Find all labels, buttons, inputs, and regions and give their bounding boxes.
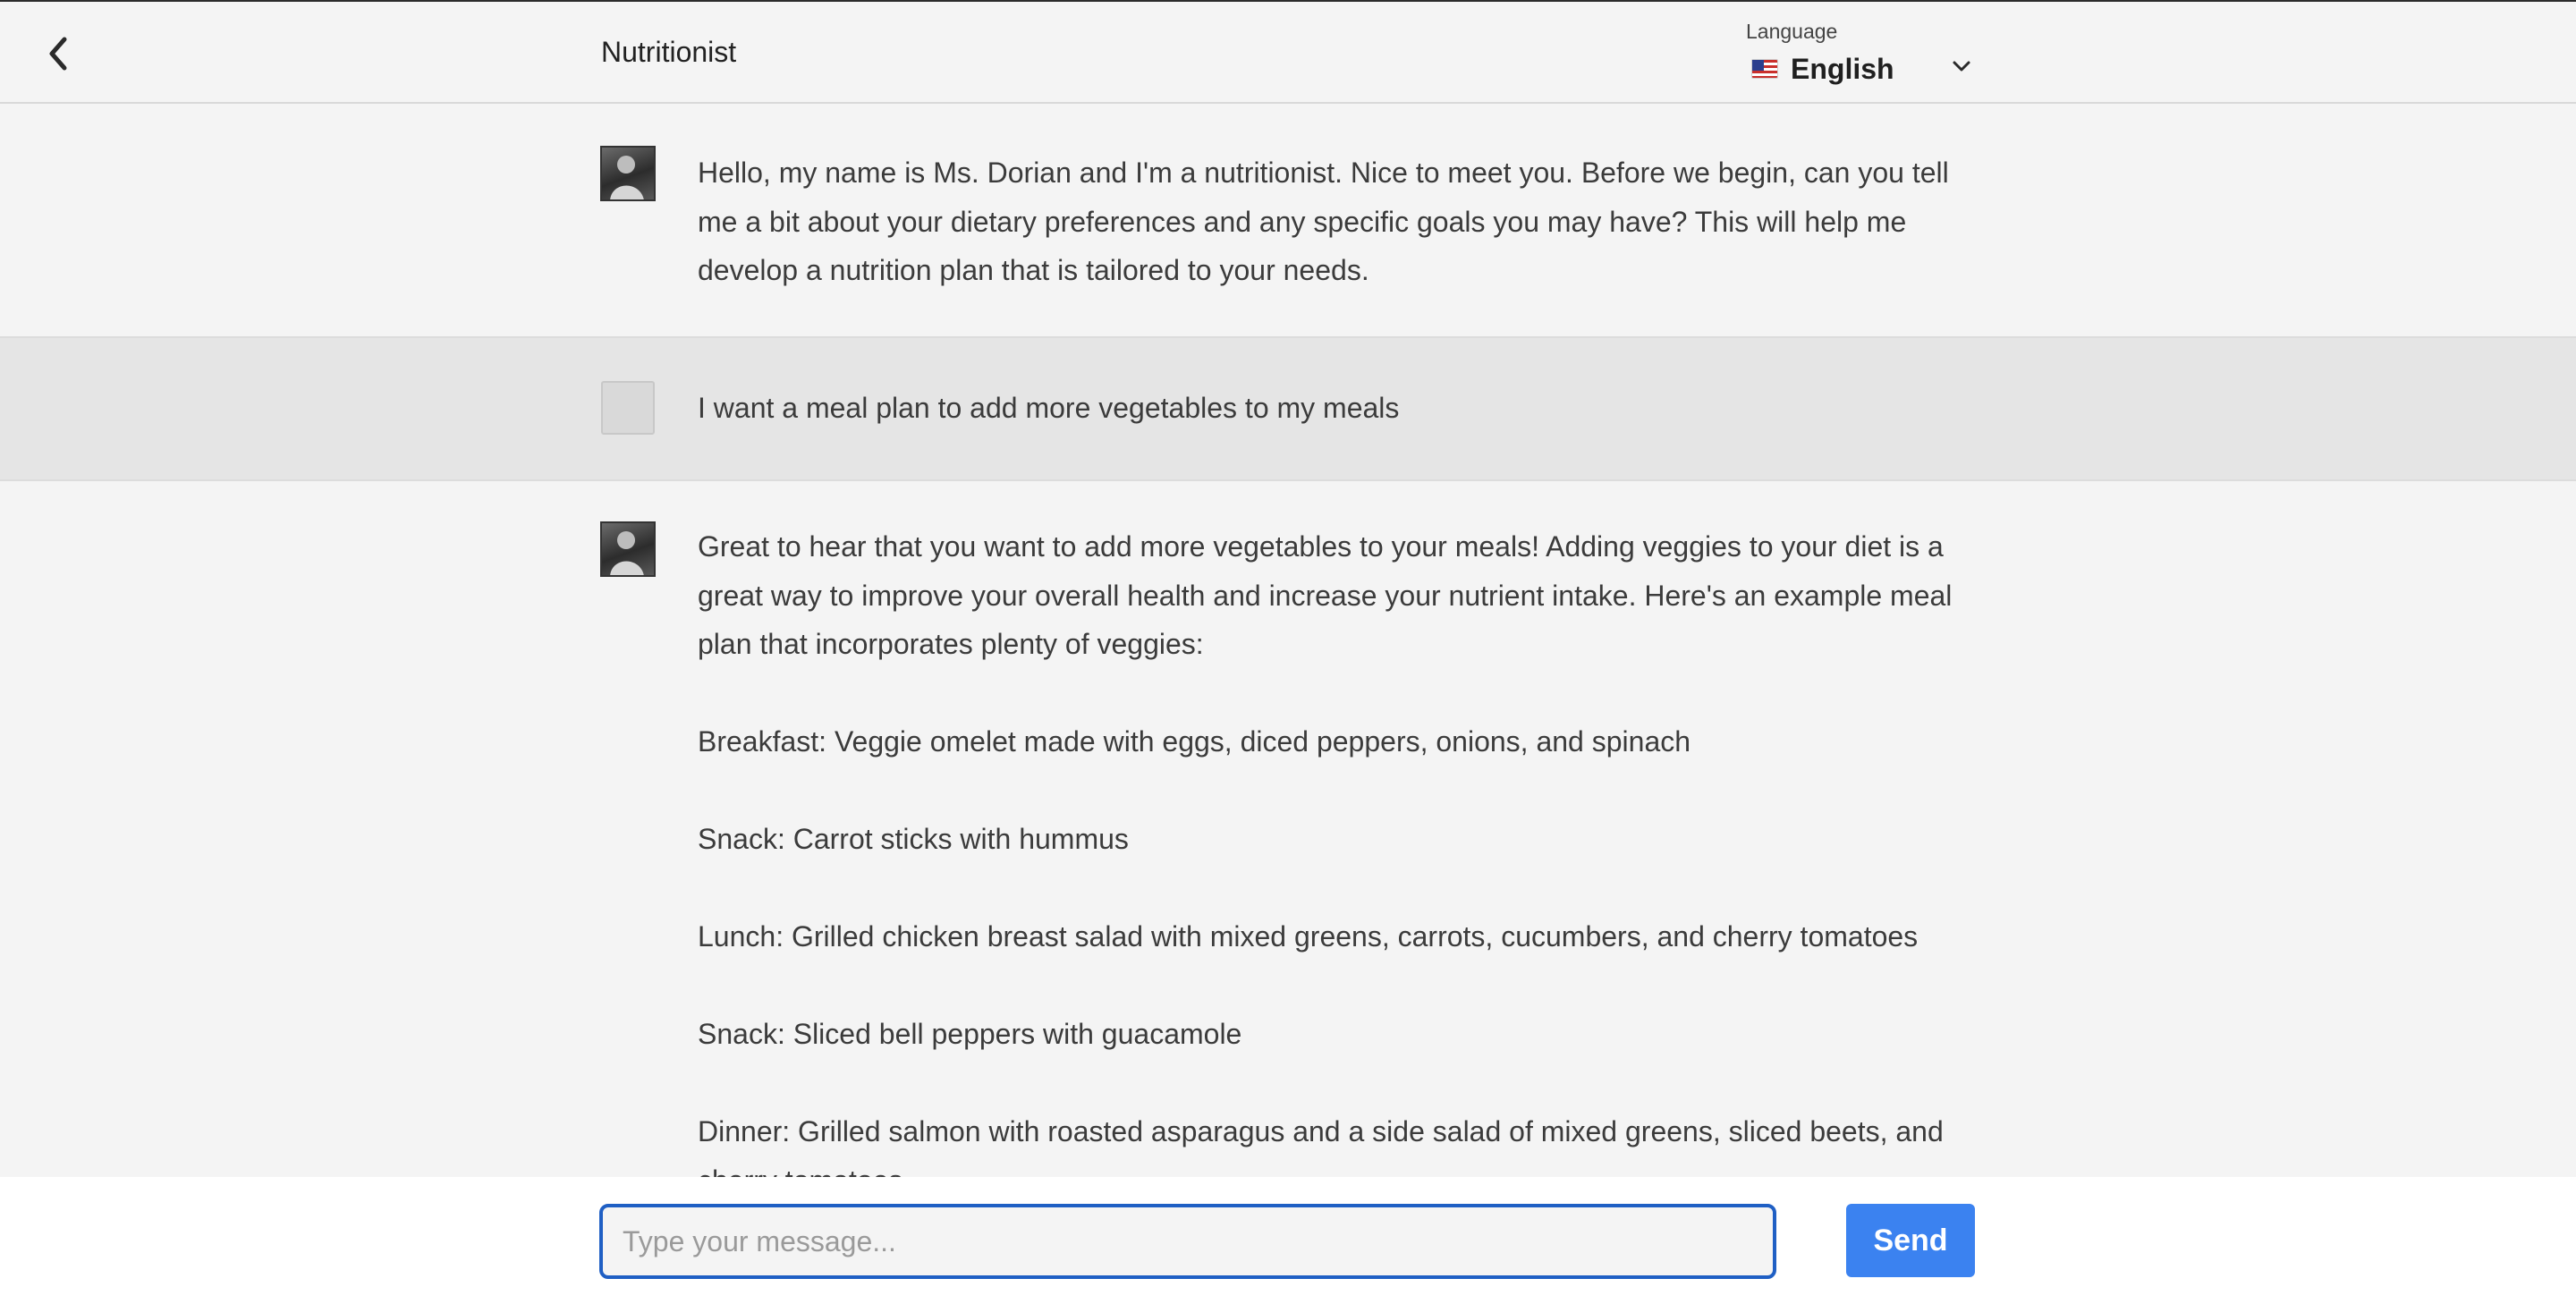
message-paragraph: Great to hear that you want to add more vegetables to your meals! Adding veggies to your diet is a great way to improve your overall health and increase your nutrient intake. Here's an example meal plan that incorporates plenty of veggies: (698, 530, 1953, 660)
nutritionist-avatar (601, 147, 655, 200)
send-button[interactable]: Send (1846, 1204, 1975, 1277)
nutritionist-avatar (601, 522, 655, 576)
message-text (698, 148, 1968, 295)
chevron-down-icon (1952, 59, 1971, 73)
language-label: Language (1746, 20, 1838, 43)
person-icon (601, 522, 655, 576)
chevron-left-icon (45, 34, 72, 73)
message-input[interactable] (599, 1204, 1776, 1279)
message-paragraph: Breakfast: Veggie omelet made with eggs, diced peppers, onions, and spinach (698, 725, 1691, 758)
message-paragraph: Lunch: Grilled chicken breast salad with mixed greens, carrots, cucumbers, and cherry tomatoes (698, 920, 1919, 953)
message-user (0, 338, 2576, 481)
us-flag-icon (1751, 59, 1778, 79)
page-title: Nutritionist (601, 36, 737, 68)
message-paragraph: I want a meal plan to add more vegetables to my meals (698, 392, 1400, 424)
message-paragraph: Hello, my name is Ms. Dorian and I'm a nutritionist. Nice to meet you. Before we begin, can you tell me a bit about your dietary preferences and any specific goals you may have? This will help me develop a nutrition plan that is tailored to your needs. (698, 157, 1949, 286)
back-button[interactable] (36, 29, 80, 79)
message-paragraph: Snack: Sliced bell peppers with guacamole (698, 1018, 1242, 1050)
message-bot (0, 481, 2576, 1179)
person-icon (601, 147, 655, 200)
message-text (698, 522, 1968, 1205)
language-select[interactable] (1746, 47, 1979, 91)
message-paragraph: Snack: Carrot sticks with hummus (698, 823, 1129, 855)
message-composer (0, 1177, 2576, 1304)
user-avatar (601, 381, 655, 435)
chat-thread[interactable] (0, 104, 2576, 1177)
header (0, 2, 2576, 104)
message-bot (0, 104, 2576, 338)
message-paragraph: Dinner: Grilled salmon with roasted asparagus and a side salad of mixed greens, sliced beets, and (698, 1115, 1944, 1147)
language-value: English (1791, 52, 1894, 85)
message-text (698, 384, 1968, 433)
